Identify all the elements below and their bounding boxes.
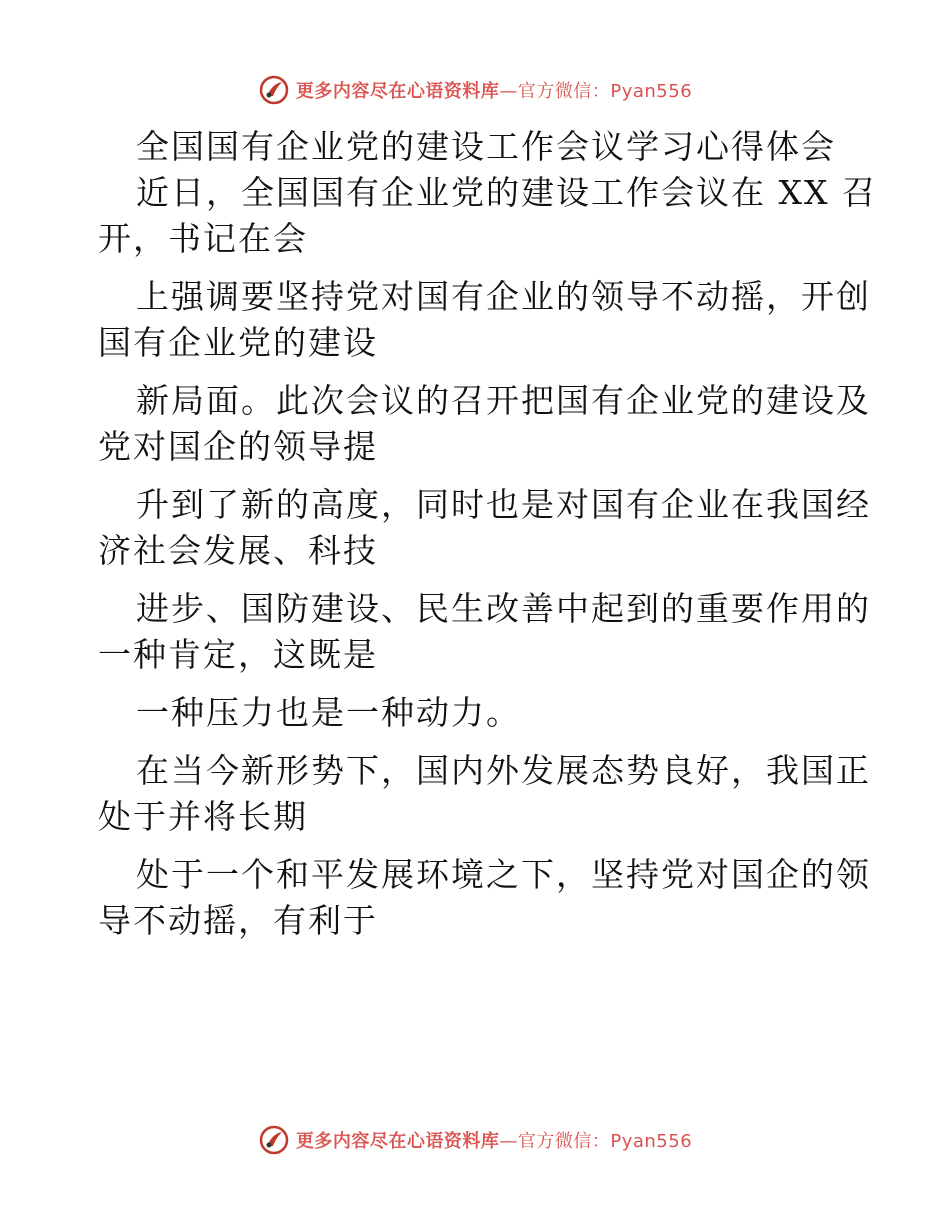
text-line: 近日，全国国有企业党的建设工作会议在 XX 召	[136, 173, 877, 212]
text-line: 一种肯定，这既是	[98, 635, 378, 674]
document-title: 全国国有企业党的建设工作会议学习心得体会	[136, 127, 836, 166]
banner-text	[296, 1127, 692, 1153]
banner-separator: —	[499, 81, 518, 102]
text-line: 新局面。此次会议的召开把国有企业党的建设及	[136, 381, 871, 420]
text-line: 国有企业党的建设	[98, 323, 378, 362]
text-line: 济社会发展、科技	[98, 531, 378, 570]
banner-wechat-text: 官方微信：Pyan556	[517, 1131, 693, 1152]
text-line: 在当今新形势下，国内外发展态势良好，我国正	[136, 751, 871, 790]
brush-logo-icon	[258, 74, 290, 106]
text-line: 处于并将长期	[98, 797, 308, 836]
text-line: 处于一个和平发展环境之下，坚持党对国企的领	[136, 855, 871, 894]
text-line: 开，书记在会	[98, 219, 308, 258]
banner-main-text: 更多内容尽在心语资料库	[295, 1131, 500, 1152]
banner-wechat-text: 官方微信：Pyan556	[517, 81, 693, 102]
footer-banner	[0, 1120, 950, 1160]
text-line: 导不动摇，有利于	[98, 901, 378, 940]
banner-main-text: 更多内容尽在心语资料库	[295, 81, 500, 102]
banner-separator: —	[499, 1131, 518, 1152]
text-line: 升到了新的高度，同时也是对国有企业在我国经	[136, 485, 871, 524]
header-banner	[0, 70, 950, 110]
text-line: 一种压力也是一种动力。	[136, 693, 521, 732]
text-line: 党对国企的领导提	[98, 427, 378, 466]
text-line: 上强调要坚持党对国有企业的领导不动摇，开创	[136, 277, 871, 316]
brush-logo-icon	[258, 1124, 290, 1156]
banner-text	[296, 77, 692, 103]
text-line: 进步、国防建设、民生改善中起到的重要作用的	[136, 589, 871, 628]
document-body	[98, 124, 877, 944]
